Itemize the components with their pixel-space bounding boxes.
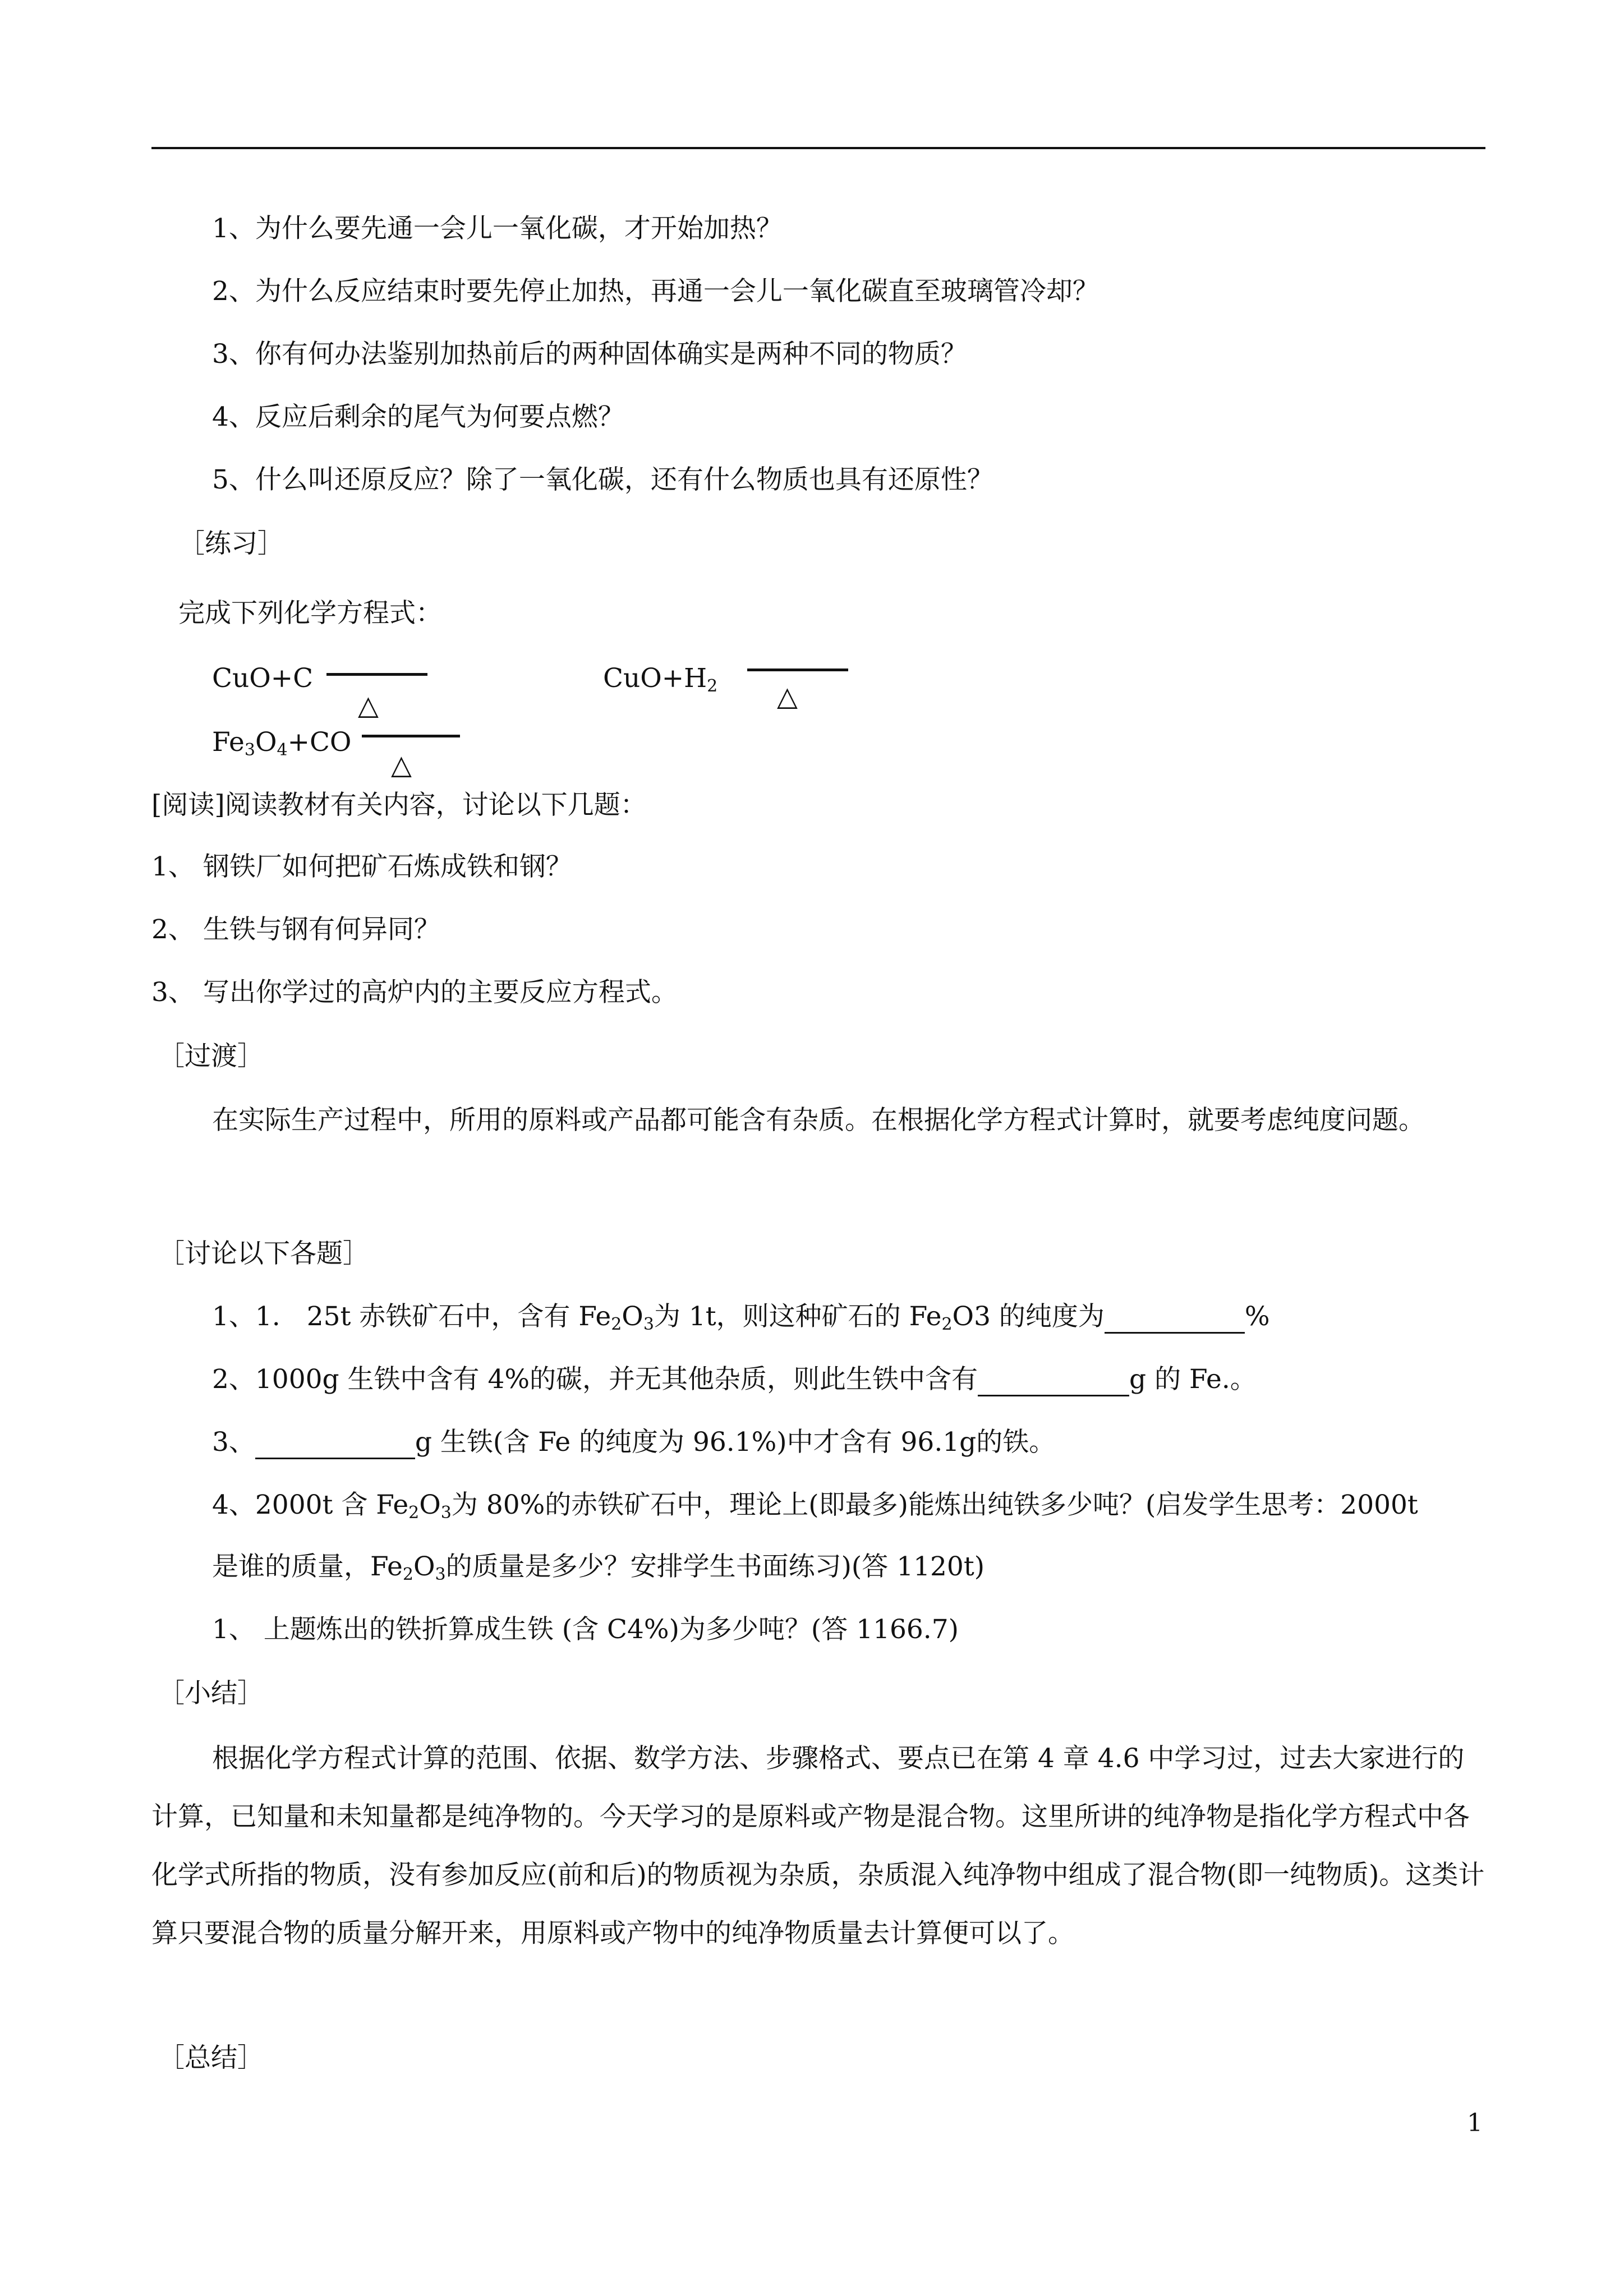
discuss-q3: 3、 g 生铁(含 Fe 的纯度为 96.1%)中才含有 96.1g的铁。 bbox=[212, 1426, 1055, 1459]
reading-item-1: 1、 钢铁厂如何把矿石炼成铁和钢？ bbox=[151, 851, 572, 882]
discuss-q1: 1、1. 25t 赤铁矿石中，含有 $Fe_2O_3$为 1t，则这种矿石的 $Fe_2O3$ 的纯度为 % bbox=[212, 1301, 1270, 1334]
question-4: 4、反应后剩余的尾气为何要点燃？ bbox=[212, 402, 624, 432]
equation-cuo-c: CuO+C bbox=[212, 663, 314, 694]
discuss-q4-line1: 4、2000t 含 $Fe_2O_3$为 80%的赤铁矿石中，理论上(即最多)能炼出纯铁多少吨？(启发学生思考：2000t bbox=[212, 1490, 1418, 1523]
discuss-q4-line2: 是谁的质量，$Fe_2O_3$的质量是多少？安排学生书面练习)(答 1120t) bbox=[212, 1551, 985, 1584]
conclusion-heading: ［总结］ bbox=[158, 2043, 264, 2073]
answer-blank[interactable] bbox=[978, 1369, 1129, 1396]
answer-blank[interactable] bbox=[1105, 1306, 1245, 1334]
discuss-q5: 1、 上题炼出的铁折算成生铁 (含 C4%)为多少吨？(答 1166.7) bbox=[212, 1614, 959, 1645]
transition-text: 在实际生产过程中，所用的原料或产品都可能含有杂质。在根据化学方程式计算时，就要考虑纯度问题。 bbox=[212, 1105, 1425, 1136]
reading-heading: [阅读]阅读教材有关内容，讨论以下几题： bbox=[151, 790, 647, 820]
practice-heading: ［练习］ bbox=[178, 528, 284, 559]
equation-fe3o4-co: $Fe_3O_4+CO$ bbox=[212, 727, 352, 760]
discuss-q2: 2、1000g 生铁中含有 4%的碳，并无其他杂质，则此生铁中含有 g 的 Fe.。 bbox=[212, 1363, 1257, 1396]
heat-triangle: △ bbox=[391, 749, 412, 781]
question-5: 5、什么叫还原反应？除了一氧化碳，还有什么物质也具有还原性？ bbox=[212, 464, 993, 495]
equation-line bbox=[747, 668, 848, 671]
answer-blank[interactable] bbox=[255, 1432, 415, 1459]
header-rule bbox=[151, 147, 1485, 149]
transition-heading: ［过渡］ bbox=[158, 1041, 264, 1072]
practice-instruction: 完成下列化学方程式： bbox=[178, 598, 442, 629]
discuss-heading: ［讨论以下各题］ bbox=[158, 1238, 369, 1269]
summary-text: 根据化学方程式计算的范围、依据、数学方法、步骤格式、要点已在第 4 章 4.6 中学习过，过去大家进行的计算，已知量和未知量都是纯净物的。今天学习的是原料或产物是混合物。这里所讲的纯净物是指化学方程式中各化学式所指的物质，没有参加反应(前和后)的物质视为杂质，杂质混入纯净物中组成了混合物(即一纯物质)。这类计算只要混合物的质量分解开来，用原料或产物中的纯净物质量去计算便可以了。 bbox=[151, 1743, 1485, 1949]
question-3: 3、你有何办法鉴别加热前后的两种固体确实是两种不同的物质？ bbox=[212, 339, 967, 370]
summary-heading: ［小结］ bbox=[158, 1678, 264, 1709]
equation-cuo-h2: $CuO+H_2$ bbox=[603, 663, 718, 696]
page-number: 1 bbox=[1467, 2109, 1483, 2137]
heat-triangle: △ bbox=[777, 681, 798, 712]
question-2: 2、为什么反应结束时要先停止加热，再通一会儿一氧化碳直至玻璃管冷却？ bbox=[212, 276, 1099, 307]
question-1: 1、为什么要先通一会儿一氧化碳，才开始加热？ bbox=[212, 213, 783, 244]
reading-item-3: 3、 写出你学过的高炉内的主要反应方程式。 bbox=[151, 977, 678, 1008]
reading-item-2: 2、 生铁与钢有何异同？ bbox=[151, 914, 440, 945]
equation-line bbox=[362, 735, 460, 737]
equation-line bbox=[326, 673, 427, 676]
heat-triangle: △ bbox=[358, 690, 379, 721]
